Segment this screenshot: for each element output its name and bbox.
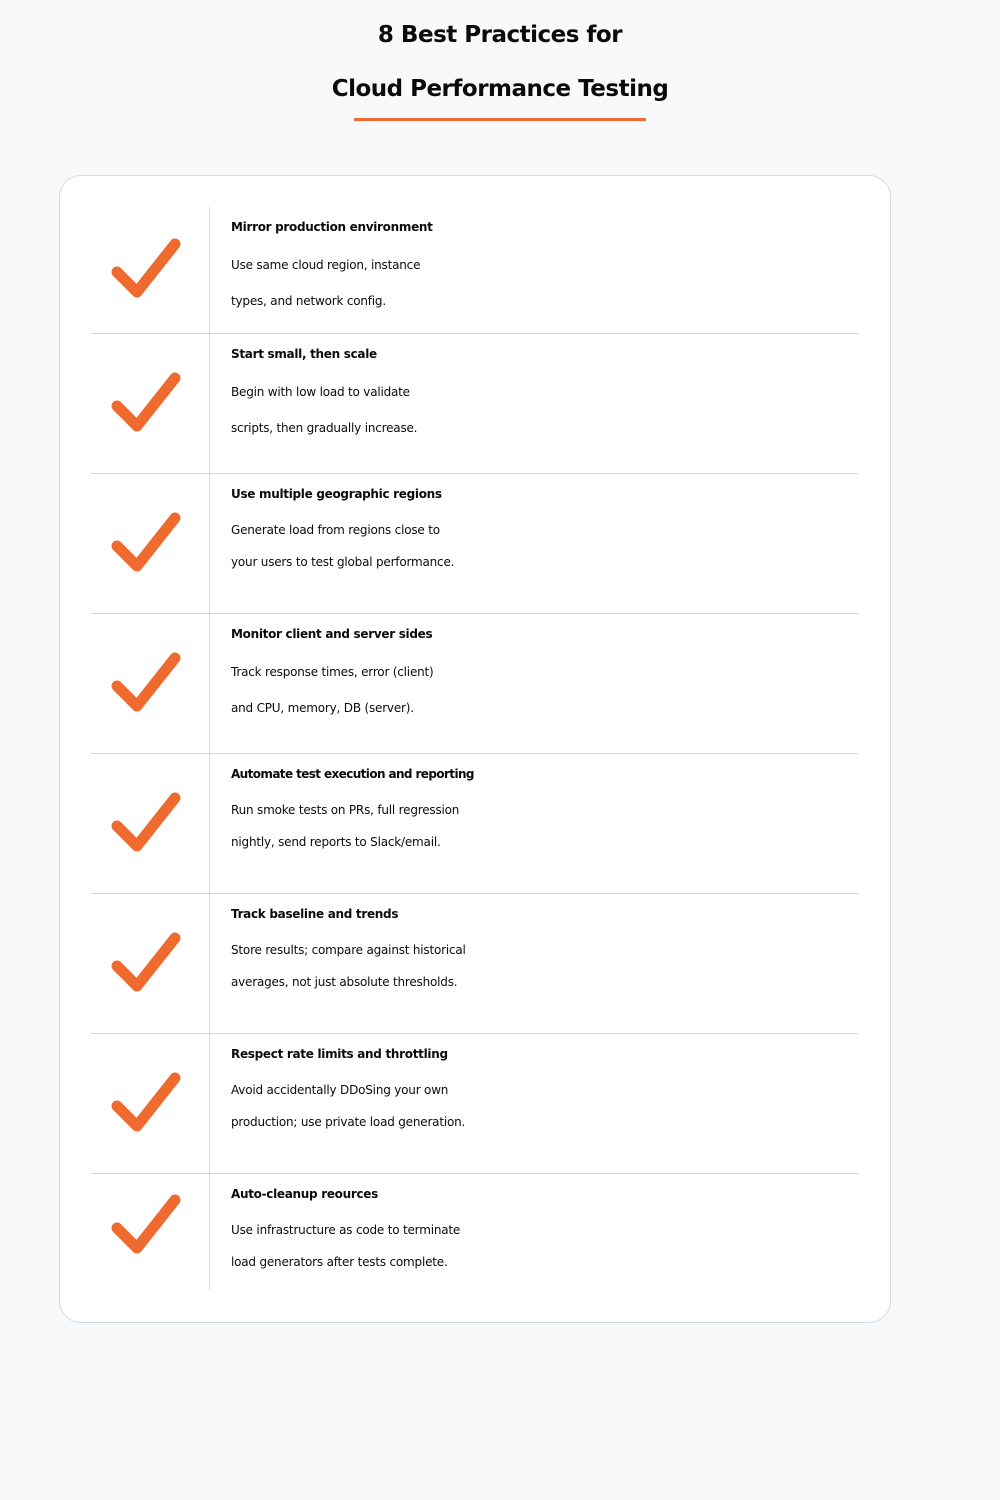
list-item <box>91 614 858 754</box>
item-description-line-1: Begin with low load to validate <box>231 385 410 399</box>
item-description-line-2: and CPU, memory, DB (server). <box>231 701 414 715</box>
title-line-2: Cloud Performance Testing <box>331 76 669 102</box>
item-text <box>231 474 871 578</box>
check-column <box>91 334 210 473</box>
checkmark-icon <box>109 648 183 720</box>
checkmark-icon <box>109 1190 183 1262</box>
item-text <box>231 1034 871 1138</box>
item-title: Use multiple geographic regions <box>231 487 442 501</box>
item-description-line-2: nightly, send reports to Slack/email. <box>231 835 441 849</box>
item-title: Automate test execution and reporting <box>231 767 474 781</box>
list-item <box>91 334 858 474</box>
practices-list <box>91 207 858 1290</box>
check-column <box>91 1174 210 1290</box>
page-title <box>0 8 1000 116</box>
check-column <box>91 894 210 1033</box>
item-text <box>231 334 871 446</box>
item-text <box>231 754 871 858</box>
list-item <box>91 207 858 334</box>
item-description-line-1: Store results; compare against historical <box>231 943 466 957</box>
list-item <box>91 1034 858 1174</box>
item-description-line-2: load generators after tests complete. <box>231 1255 448 1269</box>
checkmark-icon <box>109 1068 183 1140</box>
item-description-line-1: Use same cloud region, instance <box>231 258 421 272</box>
item-description-line-1: Track response times, error (client) <box>231 665 434 679</box>
item-title: Mirror production environment <box>231 220 433 234</box>
item-title: Respect rate limits and throttling <box>231 1047 448 1061</box>
item-description-line-2: types, and network config. <box>231 294 386 308</box>
item-title: Start small, then scale <box>231 347 377 361</box>
item-description-line-1: Generate load from regions close to <box>231 523 440 537</box>
item-description-line-2: scripts, then gradually increase. <box>231 421 418 435</box>
check-column <box>91 754 210 893</box>
item-text <box>231 207 871 319</box>
title-line-1: 8 Best Practices for <box>377 22 623 48</box>
item-description-line-2: your users to test global performance. <box>231 555 455 569</box>
item-description-line-1: Run smoke tests on PRs, full regression <box>231 803 460 817</box>
list-item <box>91 474 858 614</box>
checkmark-icon <box>109 234 183 306</box>
item-description-line-2: averages, not just absolute thresholds. <box>231 975 458 989</box>
item-text <box>231 1174 871 1278</box>
check-column <box>91 614 210 753</box>
item-text <box>231 614 871 726</box>
item-title: Track baseline and trends <box>231 907 399 921</box>
item-description-line-1: Avoid accidentally DDoSing your own <box>231 1083 449 1097</box>
list-item <box>91 894 858 1034</box>
item-title: Auto-cleanup reources <box>231 1187 378 1201</box>
check-column <box>91 474 210 613</box>
item-title: Monitor client and server sides <box>231 627 433 641</box>
list-item <box>91 754 858 894</box>
item-description-line-1: Use infrastructure as code to terminate <box>231 1223 461 1237</box>
title-underline <box>354 118 646 121</box>
checkmark-icon <box>109 928 183 1000</box>
item-text <box>231 894 871 998</box>
item-description-line-2: production; use private load generation. <box>231 1115 466 1129</box>
checkmark-icon <box>109 788 183 860</box>
check-column <box>91 207 210 333</box>
practices-card <box>59 175 891 1323</box>
checkmark-icon <box>109 368 183 440</box>
check-column <box>91 1034 210 1173</box>
list-item <box>91 1174 858 1290</box>
checkmark-icon <box>109 508 183 580</box>
